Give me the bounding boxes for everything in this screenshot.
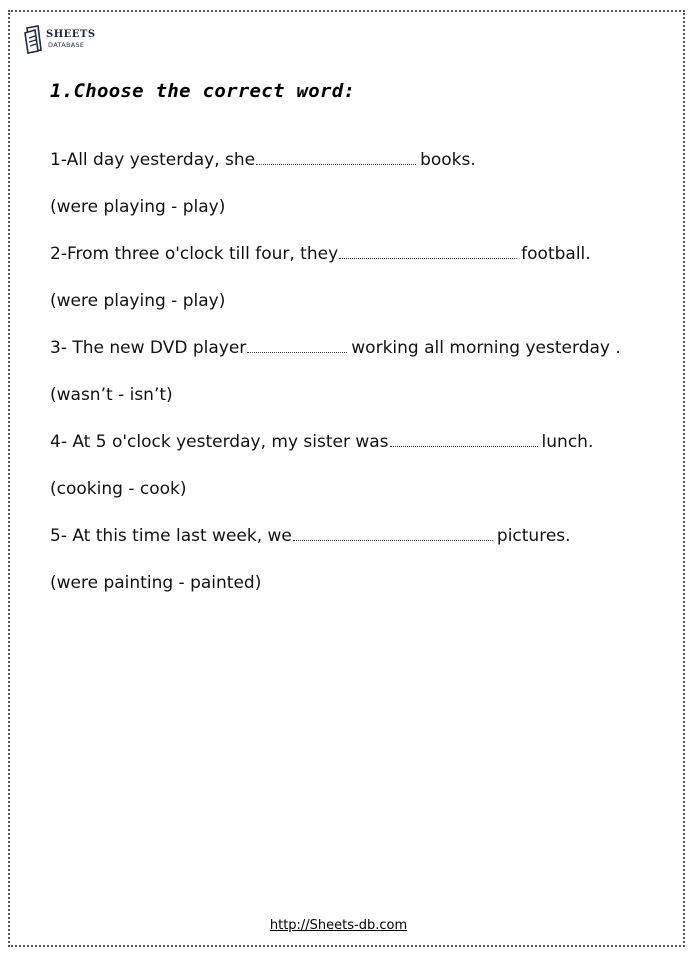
question-4-text-after: lunch. <box>541 432 594 452</box>
question-2-options: (were playing - play) <box>50 291 226 311</box>
question-4-text-before: 4- At 5 o'clock yesterday, my sister was <box>50 432 389 452</box>
question-2-text-after: football. <box>521 244 591 264</box>
question-1-blank[interactable] <box>256 151 416 165</box>
question-5-text-before: 5- At this time last week, we <box>50 526 292 546</box>
question-4 <box>50 432 593 452</box>
paper-stack-icon <box>24 24 44 54</box>
question-2-text-before: 2-From three o'clock till four, they <box>50 244 339 264</box>
footer-website-link[interactable]: http://Sheets-db.com <box>269 918 408 933</box>
question-5 <box>50 526 571 546</box>
question-5-text-after: pictures. <box>496 526 571 546</box>
question-2 <box>50 244 591 264</box>
sheets-database-logo <box>24 22 104 56</box>
question-4-options: (cooking - cook) <box>50 479 187 499</box>
logo-subtitle: DATABASE <box>48 41 85 49</box>
exercise-heading: 1.Choose the correct word: <box>50 80 356 102</box>
question-3-options: (wasn’t - isn’t) <box>50 385 173 405</box>
question-2-blank[interactable] <box>339 245 517 259</box>
question-5-blank[interactable] <box>293 527 493 541</box>
question-1-options: (were playing - play) <box>50 197 226 217</box>
question-1 <box>50 150 476 170</box>
question-1-text-before: 1-All day yesterday, she <box>50 150 256 170</box>
question-3-text-before: 3- The new DVD player <box>50 338 247 358</box>
question-3 <box>50 338 621 358</box>
question-3-blank[interactable] <box>247 339 347 353</box>
logo-name: SHEETS <box>46 29 96 40</box>
question-1-text-after: books. <box>420 150 476 170</box>
question-3-text-after: working all morning yesterday . <box>351 338 621 358</box>
question-4-blank[interactable] <box>390 433 538 447</box>
question-5-options: (were painting - painted) <box>50 573 262 593</box>
